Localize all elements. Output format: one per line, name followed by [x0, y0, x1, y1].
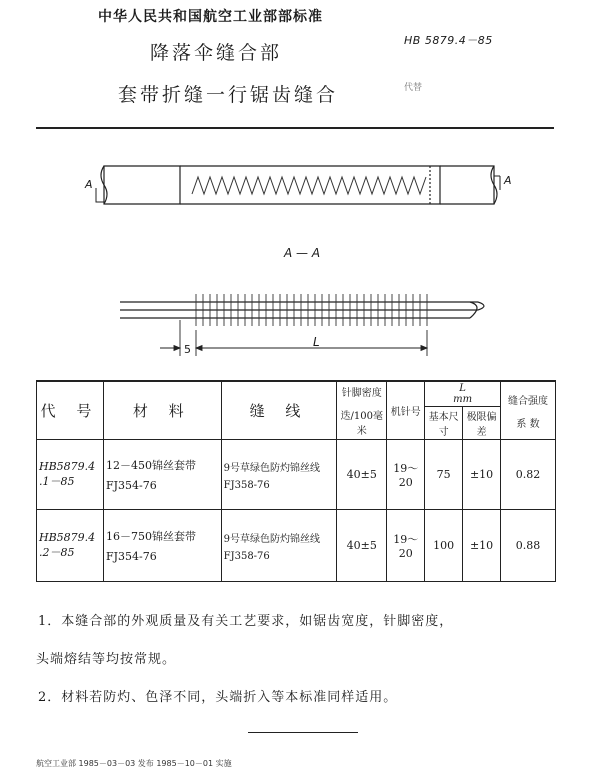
row2-thread: [221, 510, 337, 582]
dimension-lines: [160, 320, 427, 356]
webbing-top-view: [101, 166, 497, 204]
header-stitch-density-unit: 迭/100毫米: [340, 411, 384, 437]
header-length-unit: mm: [453, 394, 473, 405]
section-mark-right: A: [504, 174, 512, 187]
row1-thread-line2: FJ358-76: [223, 479, 270, 491]
row2-material-line1: 16－750锦丝套带: [105, 530, 196, 543]
row1-material: [103, 440, 221, 510]
row1-needle: 19～20: [387, 440, 425, 510]
header-thread: 缝 线: [221, 381, 337, 440]
header-stitch-density-label: 针脚密度: [341, 388, 382, 399]
row2-basic: 100: [425, 510, 463, 582]
header-length: [425, 381, 501, 407]
end-rule: [248, 732, 358, 733]
header-length-symbol: L: [459, 383, 466, 394]
row2-code-line1: HB5879.4: [39, 531, 96, 544]
table-row: [37, 510, 556, 582]
note-1-line2: 头端熔结等均按常规。: [36, 652, 177, 667]
dimension-length: L: [313, 335, 320, 349]
row1-code-line2: .1－85: [39, 475, 75, 488]
replaces-label: 代替: [404, 83, 423, 93]
row1-tolerance: ±10: [463, 440, 501, 510]
section-mark-left: A: [85, 178, 93, 191]
header-material: 材 料: [103, 381, 221, 440]
table-header-row: [37, 381, 556, 407]
header-needle: 机针号: [387, 381, 425, 440]
row1-material-line1: 12－450锦丝套带: [105, 459, 196, 472]
note-1-line1: 1．本缝合部的外观质量及有关工艺要求，如锯齿宽度，针脚密度，: [38, 614, 454, 629]
issuing-organization: 中华人民共和国航空工业部部标准: [98, 9, 323, 25]
row1-density: 40±5: [337, 440, 387, 510]
document-title-line1: 降落伞缝合部: [150, 42, 283, 64]
row2-density: 40±5: [337, 510, 387, 582]
header-code: 代 号: [37, 381, 104, 440]
header-strength-label: 缝合强度: [508, 395, 549, 407]
document-title-line2: 套带折缝一行锯齿缝合: [118, 84, 339, 106]
dimension-five: 5: [184, 343, 191, 356]
row2-material-line2: FJ354-76: [105, 550, 157, 563]
header-tolerance: 极限偏差: [463, 407, 501, 440]
row1-thread: [221, 440, 337, 510]
footer-issue-line: 航空工业部 1985－03－03 发布 1985－10－01 实施: [36, 759, 232, 767]
webbing-section-view: [120, 302, 484, 318]
header-basic-size: 基本尺寸: [425, 407, 463, 440]
note-2: 2．材料若防灼、色泽不同，头端折入等本标准同样适用。: [38, 690, 398, 705]
row1-material-line2: FJ354-76: [105, 479, 157, 492]
specification-table: [36, 380, 556, 582]
row2-coefficient: 0.88: [501, 510, 556, 582]
standard-number: HB 5879.4－85: [404, 34, 493, 47]
row1-coefficient: 0.82: [501, 440, 556, 510]
row2-needle: 19～20: [387, 510, 425, 582]
row1-thread-line1: 9号草绿色防灼锦丝线: [223, 462, 321, 474]
section-view-title: A — A: [284, 246, 321, 260]
zigzag-stitch-line: [192, 177, 426, 194]
row1-code: [37, 440, 104, 510]
row2-code-line2: .2－85: [39, 546, 75, 559]
row2-material: [103, 510, 221, 582]
header-divider: [36, 127, 554, 129]
row2-thread-line2: FJ358-76: [223, 550, 270, 562]
row1-code-line1: HB5879.4: [39, 460, 96, 473]
row1-basic: 75: [425, 440, 463, 510]
header-strength-coef: 系 数: [516, 418, 540, 430]
row2-tolerance: ±10: [463, 510, 501, 582]
row2-code: [37, 510, 104, 582]
table-row: [37, 440, 556, 510]
header-stitch-density: [337, 381, 387, 440]
row2-thread-line1: 9号草绿色防灼锦丝线: [223, 533, 321, 545]
header-strength: [501, 381, 556, 440]
